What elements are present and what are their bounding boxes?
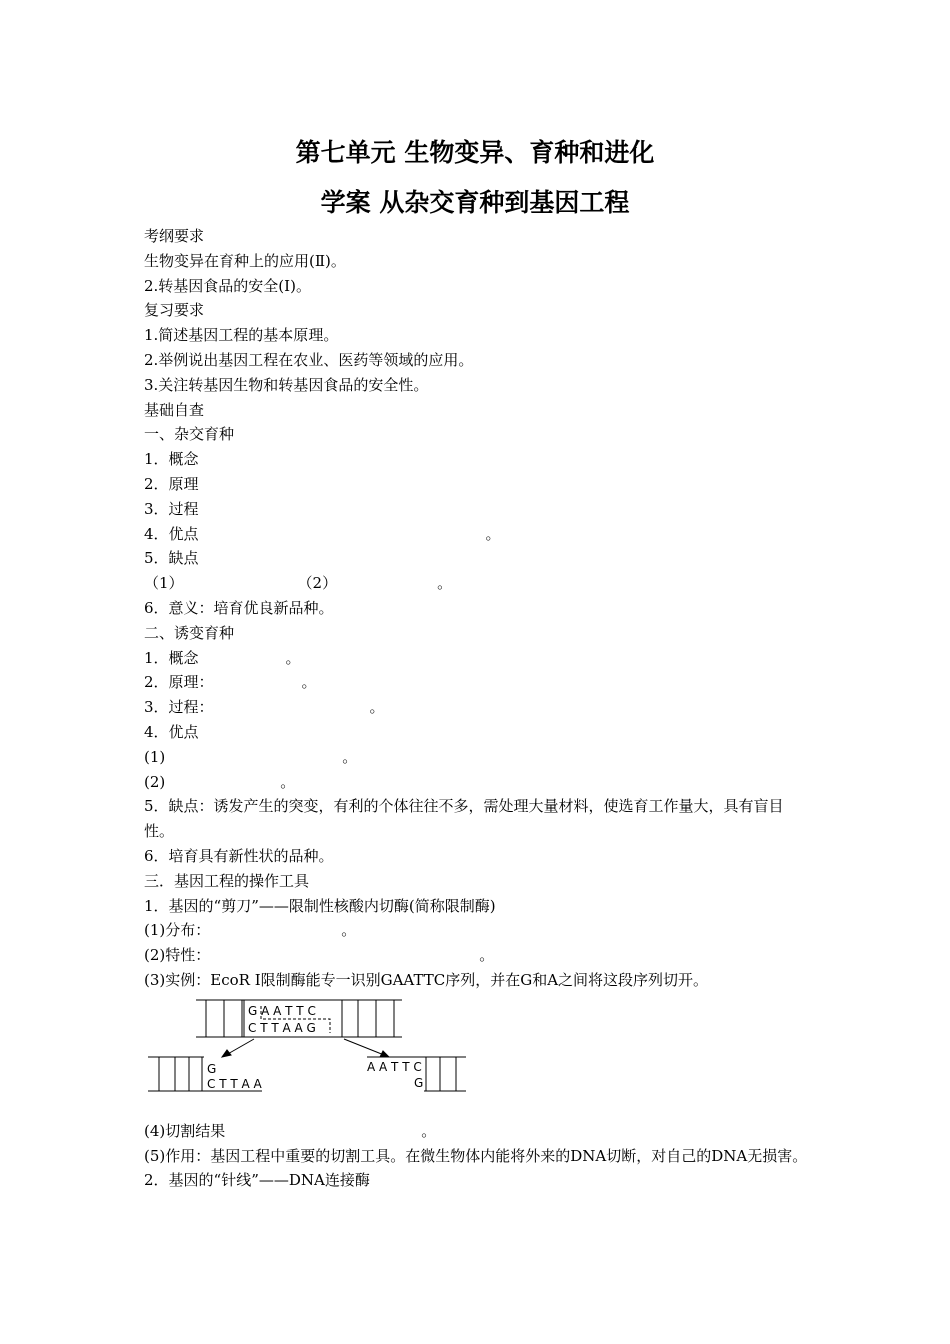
- kgyq-heading: 考纲要求: [144, 227, 205, 245]
- s3-item-1d-label: (4)切割结果: [144, 1121, 226, 1140]
- arrow-right: [344, 1039, 384, 1055]
- s2-item-4a: [144, 745, 809, 770]
- top-strand-seq: G A A T T C: [248, 1003, 316, 1018]
- s2-item-2: [144, 670, 809, 695]
- s2-item-1: [144, 646, 809, 671]
- right-frag-bottom: G: [414, 1075, 424, 1090]
- period: 。: [341, 921, 357, 940]
- s3-item-2: 2．基因的“针线”——DNA连接酶: [144, 1171, 370, 1190]
- period: 。: [342, 747, 358, 766]
- s2-item-3: [144, 695, 809, 720]
- dna-diagram-svg: [144, 993, 484, 1119]
- period: 。: [437, 574, 453, 593]
- s2-item-4b: [144, 770, 809, 795]
- s1-item-4-label: 4．优点: [144, 524, 199, 543]
- jczc-heading: 基础自查: [144, 400, 205, 419]
- kgyq-item-1: 生物变异在育种上的应用(Ⅱ)。: [144, 251, 346, 270]
- page-subtitle: 学案 从杂交育种到基因工程: [320, 188, 630, 217]
- s3-item-1: 1．基因的“剪刀”——限制性核酸内切酶(简称限制酶): [144, 896, 496, 915]
- fxyq-item-3: 3.关注转基因生物和转基因食品的安全性。: [144, 375, 429, 394]
- fxyq-item-1: 1.简述基因工程的基本原理。: [144, 326, 339, 345]
- s1-item-1: 1．概念: [144, 450, 199, 469]
- right-frag-top: A A T T C: [367, 1059, 422, 1074]
- s3-item-1c: (3)实例：EcoR Ⅰ限制酶能专一识别GAATTC序列，并在G和A之间将这段序列切开。: [144, 970, 709, 989]
- s1-item-6: 6．意义：培育优良新品种。: [144, 598, 334, 617]
- s1-item-5b: （2）: [297, 574, 338, 593]
- s1-item-5-sub: [144, 571, 809, 596]
- bottom-strand-seq: C T T A A G: [248, 1020, 316, 1035]
- s2-item-4a-label: (1): [144, 747, 166, 766]
- left-frag-top: G: [207, 1061, 217, 1076]
- ecori-cut-diagram: [144, 993, 809, 1119]
- page-title: 第七单元 生物变异、育种和进化: [295, 138, 655, 167]
- section-2-heading: 二、诱变育种: [144, 623, 235, 642]
- s1-item-3: 3．过程: [144, 499, 199, 518]
- left-frag-bottom: C T T A A: [207, 1076, 262, 1091]
- document-body: [144, 224, 809, 1193]
- period: 。: [285, 648, 301, 667]
- s1-item-4: [144, 522, 809, 547]
- section-1-heading: 一、杂交育种: [144, 425, 235, 444]
- s3-item-1e: (5)作用：基因工程中重要的切割工具。在微生物体内能将外来的DNA切断，对自己的DNA无损害。: [144, 1146, 808, 1165]
- kgyq-item-2: 2.转基因食品的安全(Ⅰ)。: [144, 276, 311, 295]
- s3-item-1a-label: (1)分布：: [144, 921, 211, 940]
- s2-item-4: 4．优点: [144, 722, 199, 741]
- s1-item-5: 5．缺点: [144, 549, 199, 568]
- s2-item-2-label: 2．原理：: [144, 673, 214, 692]
- section-3-heading: 三．基因工程的操作工具: [144, 871, 310, 890]
- s2-item-6: 6．培育具有新性状的品种。: [144, 846, 334, 865]
- period: 。: [301, 673, 317, 692]
- arrow-left: [226, 1039, 254, 1055]
- s3-item-1b: [144, 943, 809, 968]
- s3-item-1b-label: (2)特性：: [144, 946, 211, 965]
- s1-item-2: 2．原理: [144, 474, 199, 493]
- s2-item-4b-label: (2): [144, 772, 166, 791]
- s2-item-1-label: 1．概念: [144, 648, 199, 667]
- s2-item-3-label: 3．过程：: [144, 698, 214, 717]
- fxyq-item-2: 2.举例说出基因工程在农业、医药等领域的应用。: [144, 350, 474, 369]
- fxyq-heading: 复习要求: [144, 301, 205, 320]
- s3-item-1a: [144, 918, 809, 943]
- period: 。: [479, 946, 495, 965]
- period: 。: [369, 698, 385, 717]
- period: 。: [421, 1121, 437, 1140]
- period: 。: [280, 772, 296, 791]
- s3-item-1d: [144, 1119, 809, 1144]
- s2-item-5: 5．缺点：诱发产生的突变，有利的个体往往不多，需处理大量材料，使选育工作量大，具有盲目性。: [144, 797, 784, 841]
- period: 。: [485, 524, 501, 543]
- s1-item-5a: （1）: [144, 574, 184, 593]
